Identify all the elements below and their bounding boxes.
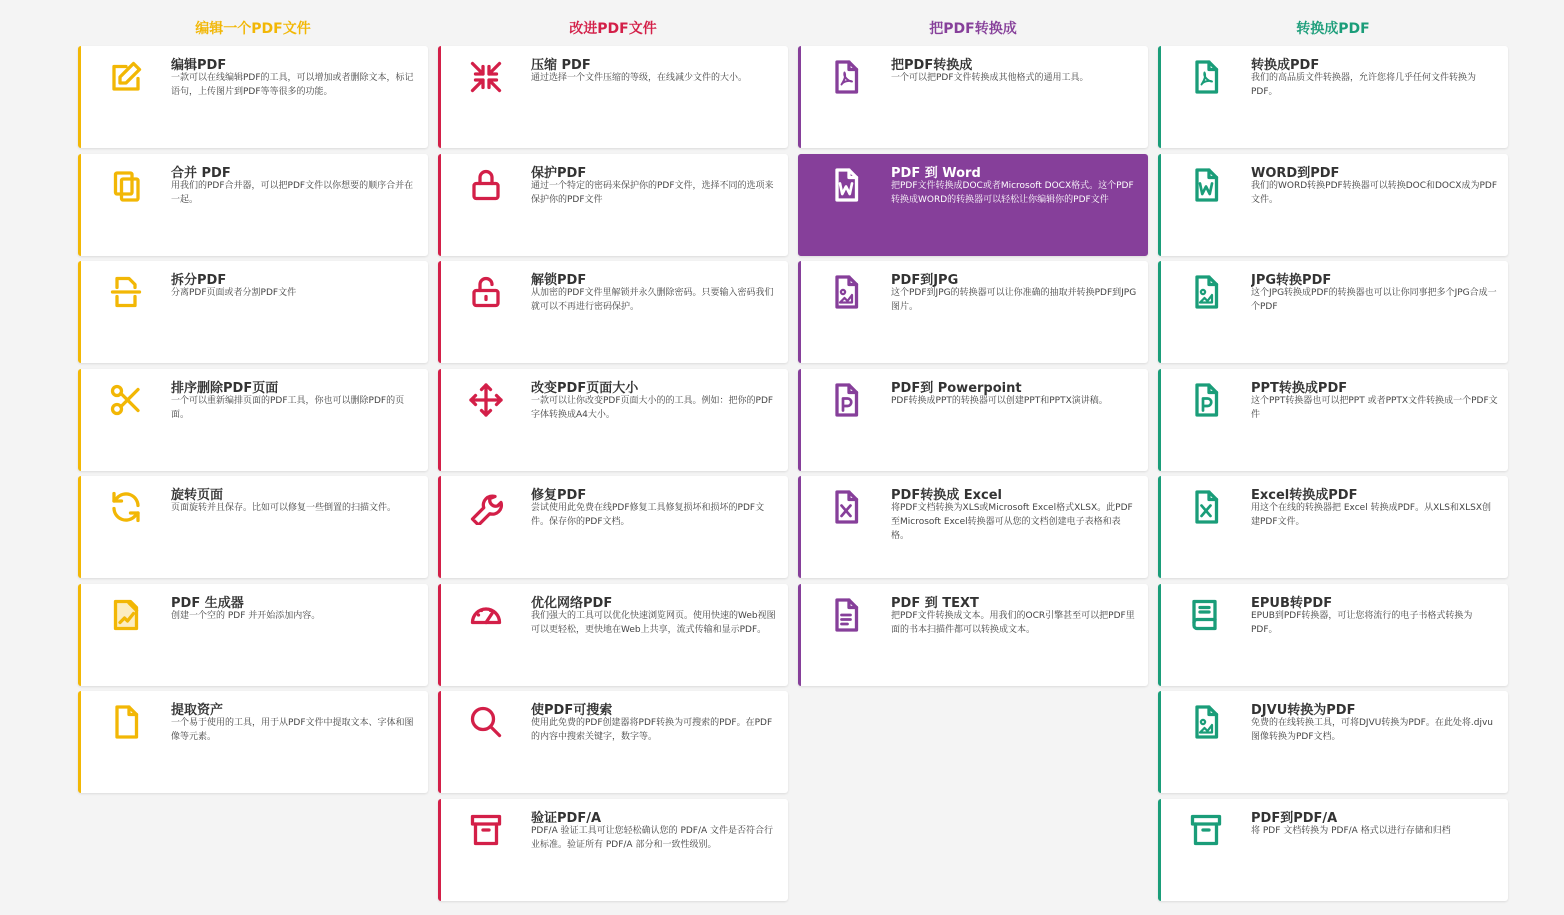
unlock-icon <box>465 271 507 313</box>
split-icon <box>105 271 147 313</box>
tool-description: 我们的WORD转换PDF转换器可以转换DOC和DOCX成为PDF文件。 <box>1251 180 1497 205</box>
image-file-icon <box>825 271 867 313</box>
column-title-edit: 编辑一个PDF文件 <box>195 21 311 37</box>
tool-description: 我们的高品质文件转换器，允许您将几乎任何文件转换为PDF。 <box>1251 73 1477 97</box>
word-file-icon <box>1185 164 1227 206</box>
tool-card-pdf-to-pdfa[interactable] <box>1158 799 1508 901</box>
image-file-icon <box>1185 701 1227 743</box>
tool-card-djvu-to-pdf[interactable] <box>1158 691 1508 793</box>
column-title-to-pdf: 转换成PDF <box>1296 21 1370 37</box>
tool-title: 解锁PDF <box>531 273 587 288</box>
tool-card-optimize-web[interactable] <box>438 584 788 686</box>
tool-grid <box>78 18 1508 906</box>
pdf-file-icon <box>1185 56 1227 98</box>
tool-card-compress-pdf[interactable] <box>438 46 788 148</box>
tool-description: PDF转换成PPT的转换器可以创建PPT和PPTX演讲稿。 <box>891 395 1108 406</box>
tool-title: DJVU转换为PDF <box>1251 703 1356 718</box>
tool-card-merge-pdf[interactable] <box>78 154 428 256</box>
tool-description: 创建一个空的 PDF 并开始添加内容。 <box>171 610 321 621</box>
tool-description: 使用此免费的PDF创建器将PDF转换为可搜索的PDF。在PDF的内容中搜索关键字，数字等。 <box>531 718 773 742</box>
excel-file-icon <box>825 486 867 528</box>
tool-card-searchable-pdf[interactable] <box>438 691 788 793</box>
column-title-from-pdf: 把PDF转换成 <box>929 21 1017 37</box>
tool-title: PDF到PDF/A <box>1251 810 1338 826</box>
tool-title: 修复PDF <box>531 488 587 503</box>
image-file-icon <box>1185 271 1227 313</box>
text-file-icon <box>825 594 867 636</box>
tool-card-extract-assets[interactable] <box>78 691 428 793</box>
tool-card-word-to-pdf[interactable] <box>1158 154 1508 256</box>
search-icon <box>465 701 507 743</box>
tool-card-edit-pdf[interactable] <box>78 46 428 148</box>
tool-card-epub-to-pdf[interactable] <box>1158 584 1508 686</box>
column-from-pdf <box>798 18 1148 906</box>
tool-title: JPG转换PDF <box>1251 273 1332 288</box>
tool-card-rotate-pages[interactable] <box>78 476 428 578</box>
tool-description: 将PDF文档转换为XLS或Microsoft Excel格式XLSX。此PDF至Microsoft Excel转换器可从您的文档创建电子表格和表格。 <box>891 503 1133 541</box>
tool-title: Excel转换成PDF <box>1251 488 1358 503</box>
word-file-icon <box>825 164 867 206</box>
tool-description: 这个PDF到JPG的转换器可以让你准确的抽取并转换PDF到JPG图片。 <box>891 288 1137 312</box>
tool-title: PPT转换成PDF <box>1251 380 1348 396</box>
tool-description: 用我们的PDF合并器，可以把PDF文件以你想要的顺序合并在一起。 <box>171 180 414 205</box>
tool-card-pdf-to-powerpoint[interactable] <box>798 369 1148 471</box>
tool-title: 改变PDF页面大小 <box>531 380 639 396</box>
column-title-improve: 改进PDF文件 <box>569 21 657 37</box>
tool-card-validate-pdfa[interactable] <box>438 799 788 901</box>
tool-title: 把PDF转换成 <box>891 58 973 73</box>
tool-card-split-pdf[interactable] <box>78 261 428 363</box>
tool-card-sort-delete-pages[interactable] <box>78 369 428 471</box>
archive-icon <box>1185 809 1227 851</box>
tool-title: PDF 到 Word <box>891 165 981 181</box>
tool-description: 通过一个特定的密码来保护你的PDF文件，选择不同的选项来保护你的PDF文件 <box>531 180 774 205</box>
gauge-icon <box>465 594 507 636</box>
tool-card-resize-pages[interactable] <box>438 369 788 471</box>
tool-title: PDF到 Powerpoint <box>891 380 1022 396</box>
tool-description: 一个易于使用的工具，用于从PDF文件中提取文本、字体和图像等元素。 <box>171 718 414 742</box>
tool-card-convert-to-pdf[interactable] <box>1158 46 1508 148</box>
book-icon <box>1185 594 1227 636</box>
file-icon <box>105 701 147 743</box>
tool-card-excel-to-pdf[interactable] <box>1158 476 1508 578</box>
wrench-icon <box>465 486 507 528</box>
tool-card-ppt-to-pdf[interactable] <box>1158 369 1508 471</box>
powerpoint-file-icon <box>1185 379 1227 421</box>
tool-description: PDF/A 验证工具可让您轻松确认您的 PDF/A 文件是否符合行业标准。验证所有 PDF/A 部分和一致性级别。 <box>531 825 774 850</box>
tool-description: 一款可以在线编辑PDF的工具，可以增加或者删除文本，标记语句，上传图片到PDF等等很多的功能。 <box>171 73 414 97</box>
tool-title: 保护PDF <box>531 165 587 181</box>
tool-description: 将 PDF 文档转换为 PDF/A 格式以进行存储和归档 <box>1251 825 1451 836</box>
tool-card-pdf-creator[interactable] <box>78 584 428 686</box>
tool-title: PDF到JPG <box>891 273 959 288</box>
compress-icon <box>465 56 507 98</box>
tool-title: 合并 PDF <box>171 165 231 181</box>
tool-description: 我们强大的工具可以优化快速浏览网页。使用快速的Web视图可以更轻松，更快地在Web上共享，流式传输和显示PDF。 <box>531 610 776 635</box>
tool-title: 旋转页面 <box>171 488 224 503</box>
tool-card-pdf-to-jpg[interactable] <box>798 261 1148 363</box>
column-improve <box>438 18 788 906</box>
tool-card-convert-from-pdf[interactable] <box>798 46 1148 148</box>
tool-title: 转换成PDF <box>1251 58 1320 73</box>
powerpoint-file-icon <box>825 379 867 421</box>
tool-description: 一款可以让你改变PDF页面大小的的工具。例如：把你的PDF字体转换成A4大小。 <box>531 395 774 420</box>
tool-description: 尝试使用此免费在线PDF修复工具修复损坏和损坏的PDF文件。保存你的PDF文档。 <box>531 503 765 527</box>
tool-title: 排序删除PDF页面 <box>171 380 279 396</box>
tool-title: 使PDF可搜索 <box>531 703 613 718</box>
tool-title: 优化网络PDF <box>531 595 613 611</box>
tool-description: 页面旋转并且保存。比如可以修复一些倒置的扫描文件。 <box>171 503 397 513</box>
tool-description: 分离PDF页面或者分割PDF文件 <box>171 288 297 298</box>
lock-icon <box>465 164 507 206</box>
tool-title: 编辑PDF <box>171 58 227 73</box>
move-arrows-icon <box>465 379 507 421</box>
tool-title: 提取资产 <box>171 703 224 718</box>
tool-description: 这个PPT转换器也可以把PPT 或者PPTX文件转换成一个PDF文件 <box>1251 395 1498 420</box>
pdf-creator-icon <box>105 594 147 636</box>
tool-description: 从加密的PDF文件里解锁并永久删除密码。只要输入密码我们就可以不再进行密码保护。 <box>531 288 774 312</box>
tool-card-jpg-to-pdf[interactable] <box>1158 261 1508 363</box>
tool-description: 这个JPG转换成PDF的转换器也可以让你同事把多个JPG合成一个PDF <box>1251 288 1497 312</box>
column-to-pdf <box>1158 18 1508 906</box>
tool-title: PDF 生成器 <box>171 595 244 611</box>
tool-title: PDF 到 TEXT <box>891 595 979 611</box>
tool-title: 验证PDF/A <box>531 810 602 826</box>
tool-description: 通过选择一个文件压缩的等级，在线减少文件的大小。 <box>531 73 748 83</box>
tool-title: PDF转换成 Excel <box>891 488 1002 503</box>
tool-description: 免费的在线转换工具，可将DJVU转换为PDF。在此处将.djvu图像转换为PDF文档。 <box>1251 718 1493 742</box>
tool-title: 拆分PDF <box>171 273 227 288</box>
tool-description: 一个可以重新编排页面的PDF工具，你也可以删除PDF的页面。 <box>171 395 405 420</box>
tool-description: 把PDF文件转换成DOC或者Microsoft DOCX格式。这个PDF转换成WORD的转换器可以轻松让你编辑你的PDF文件 <box>891 180 1134 205</box>
tool-card-unlock-pdf[interactable] <box>438 261 788 363</box>
tool-title: 压缩 PDF <box>531 58 591 73</box>
archive-icon <box>465 809 507 851</box>
tool-description: 把PDF文件转换成文本。用我们的OCR引擎甚至可以把PDF里面的书本扫描件都可以转换成文本。 <box>891 610 1135 635</box>
pdf-file-icon <box>825 56 867 98</box>
tool-description: 用这个在线的转换器把 Excel 转换成PDF。从XLS和XLSX创建PDF文件。 <box>1251 503 1492 527</box>
tool-title: EPUB转PDF <box>1251 595 1333 611</box>
column-edit <box>78 18 428 906</box>
tool-card-protect-pdf[interactable] <box>438 154 788 256</box>
tool-card-pdf-to-text[interactable] <box>798 584 1148 686</box>
tool-description: 一个可以把PDF文件转换成其他格式的通用工具。 <box>891 73 1089 83</box>
tool-description: EPUB到PDF转换器，可让您将流行的电子书格式转换为PDF。 <box>1251 610 1473 635</box>
tool-card-pdf-to-word[interactable] <box>798 154 1148 256</box>
scissors-icon <box>105 379 147 421</box>
tool-card-repair-pdf[interactable] <box>438 476 788 578</box>
merge-icon <box>105 164 147 206</box>
excel-file-icon <box>1185 486 1227 528</box>
edit-icon <box>105 56 147 98</box>
tool-title: WORD到PDF <box>1251 165 1340 181</box>
tool-card-pdf-to-excel[interactable] <box>798 476 1148 578</box>
rotate-icon <box>105 486 147 528</box>
